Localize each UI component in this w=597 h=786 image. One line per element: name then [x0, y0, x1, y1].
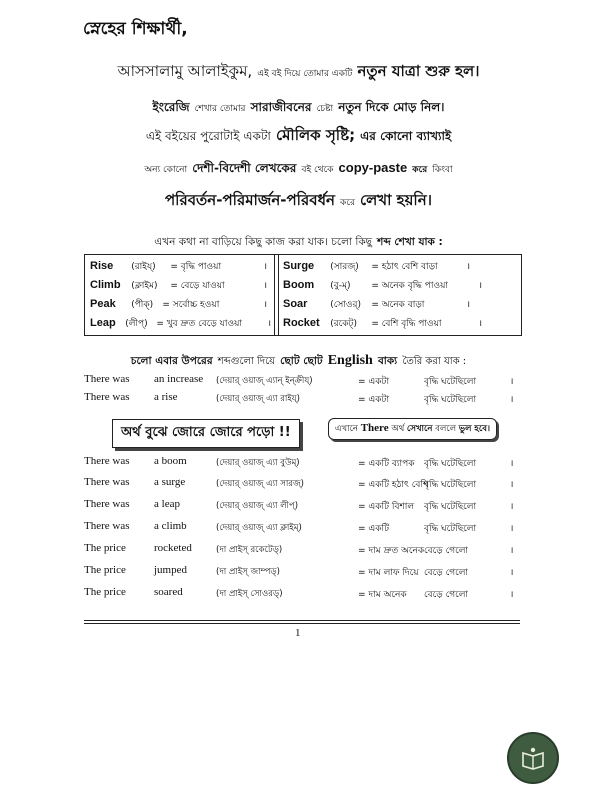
vocab-row — [283, 259, 470, 274]
intro-4c: বই থেকে — [301, 165, 334, 175]
intro-line-4 — [0, 157, 597, 180]
vocab-word: Leap — [90, 317, 116, 329]
sentence-cell: jumped — [154, 564, 187, 576]
note-b: There — [360, 422, 389, 434]
intro-4a: অন্য কোনো — [144, 165, 188, 175]
vocab-row — [90, 297, 267, 312]
sentence-cell: বৃদ্ধি ঘটেছিলো — [424, 377, 477, 387]
sentence-cell: । — [510, 568, 514, 578]
sentence-cell: The price — [84, 542, 126, 554]
vocab-word: Peak — [90, 298, 116, 310]
sentence-cell: । — [510, 502, 514, 512]
intro-line-3 — [0, 124, 597, 149]
sentence-cell: (দেয়ার্ ওয়াজ্ এ্যা ক্লাইম্) — [216, 523, 302, 533]
vocab-word: Rocket — [283, 317, 320, 329]
sentence-cell: The price — [84, 564, 126, 576]
sentence-cell: a climb — [154, 520, 187, 532]
table-divider — [278, 255, 279, 335]
vocab-pron: (লীপ্) — [125, 319, 148, 329]
intro-3a: এই বইয়ের পুরোটাই একটা — [145, 129, 271, 143]
footer-rule — [84, 623, 520, 624]
sentence-cell: । — [510, 590, 514, 600]
vocab-meaning: = সর্বোচ্চ হওয়া — [162, 300, 220, 310]
instr-e: বাক্য — [377, 355, 398, 367]
vocab-bar: । — [478, 319, 482, 329]
sentence-cell: (দেয়ার্ ওয়াজ্ এ্যা লীপ্) — [216, 501, 299, 511]
vocab-bar: । — [263, 300, 267, 310]
read-aloud-box: অর্থ বুঝে জোরে জোরে পড়ো !! — [112, 419, 300, 448]
vocab-pron: (সারজ্) — [330, 262, 359, 272]
sentence-cell: There was — [84, 476, 130, 488]
sentence-cell: = একটা — [358, 395, 390, 405]
intro-1a: আসসালামু আলাইকুম, — [117, 62, 253, 80]
intro-line-1 — [0, 60, 597, 85]
sentence-cell: । — [510, 459, 514, 469]
sentence-cell: । — [510, 546, 514, 556]
intro-5a: পরিবর্তন-পরিমার্জন-পরিবর্ধন — [164, 191, 335, 209]
book-logo-icon — [507, 732, 559, 784]
intro-2e: নতুন দিকে মোড় নিল। — [338, 100, 445, 114]
sentence-cell: । — [510, 395, 514, 405]
vocab-meaning: = খুব দ্রুত বেড়ে যাওয়া — [156, 319, 242, 329]
sentence-cell: a rise — [154, 391, 178, 403]
vocab-word: Boom — [283, 279, 315, 291]
intro-2a: ইংরেজি — [152, 100, 190, 114]
sentence-cell: (দা প্রাইস্ জাম্পড্) — [216, 567, 280, 577]
sentence-cell: (দা প্রাইস্ সোওরড্) — [216, 589, 283, 599]
vocab-pron: (রাইয্) — [131, 262, 156, 272]
sentence-cell: (দেয়ার্ ওয়াজ্ এ্যা বুউম্) — [216, 458, 300, 468]
sentence-cell: soared — [154, 586, 183, 598]
intro-4e: করে — [412, 165, 428, 175]
instr-c: ছোট ছোট — [280, 355, 323, 367]
vocab-row — [90, 316, 271, 331]
instruction-line — [0, 349, 597, 371]
table-divider — [274, 255, 275, 335]
sentence-cell: বৃদ্ধি ঘটেছিলো — [424, 524, 477, 534]
note-e: বললে — [435, 424, 457, 434]
sentence-cell: বৃদ্ধি ঘটেছিলো — [424, 502, 477, 512]
sentence-cell: (দেয়ার্ ওয়াজ্ এ্যান্ ইন্ক্রীয্) — [216, 376, 313, 386]
note-f: ভুল হবে। — [458, 424, 491, 434]
vocab-pron: (পীক্) — [131, 300, 154, 310]
vocab-meaning: = বৃদ্ধি পাওয়া — [170, 262, 222, 272]
sentence-cell: (দেয়ার্ ওয়াজ্ এ্যা রাইয্) — [216, 394, 300, 404]
sentence-cell: The price — [84, 586, 126, 598]
intro-2c: সারাজীবনের — [250, 100, 312, 114]
vocab-bar: । — [263, 262, 267, 272]
sentence-cell: There was — [84, 391, 130, 403]
sentence-cell: = দাম লাফ দিয়ে — [358, 568, 419, 578]
vocab-word: Surge — [283, 260, 315, 272]
instr-d: English — [327, 353, 373, 368]
footer-rule — [84, 620, 520, 621]
intro-4f: কিংবা — [432, 165, 453, 175]
vocab-row — [283, 297, 470, 312]
instr-a: চলো এবার উপরের — [130, 355, 213, 367]
instr-f: তৈরি করা যাক : — [402, 356, 467, 367]
intro-2d: চেষ্টা — [316, 104, 334, 114]
vocab-row — [90, 278, 267, 293]
vocab-bar: । — [267, 319, 271, 329]
vocab-pron: (রকেট্) — [330, 319, 357, 329]
vocab-row — [283, 278, 482, 293]
intro-line-2 — [0, 96, 597, 119]
sentence-cell: a boom — [154, 455, 187, 467]
sentence-cell: a surge — [154, 476, 186, 488]
vocab-row — [90, 259, 267, 274]
sentence-cell: বেড়ে গেলো — [424, 590, 469, 600]
vocab-word: Climb — [90, 279, 121, 291]
vocab-meaning: = অনেক বৃদ্ধি পাওয়া — [371, 281, 449, 291]
vocab-word: Rise — [90, 260, 114, 272]
sentence-cell: There was — [84, 498, 130, 510]
note-a: এখানে — [335, 424, 359, 434]
sentence-cell: = একটি বিশাল — [358, 502, 415, 512]
vocab-pron: (ক্লাইম) — [131, 281, 158, 291]
vocab-meaning: = অনেক বাড়া — [371, 300, 425, 310]
intro-2b: শেখার তোমার — [194, 104, 246, 114]
sentence-cell: There was — [84, 373, 130, 385]
sentence-cell: = দাম দ্রুত অনেক — [358, 546, 425, 556]
note-c: অর্থ — [391, 424, 405, 434]
note-box — [328, 418, 497, 440]
sentence-cell: = একটি ব্যাপক — [358, 459, 415, 469]
intro-5c: লেখা হয়নি। — [360, 191, 433, 209]
book-icon — [519, 744, 547, 772]
intro-line-6 — [0, 230, 597, 252]
vocab-meaning: = বেড়ে যাওয়া — [170, 281, 225, 291]
instr-b: শব্দগুলো দিয়ে — [217, 356, 276, 367]
greeting-title: স্নেহের শিক্ষার্থী, — [83, 19, 188, 39]
intro-4d: copy-paste — [338, 160, 408, 175]
sentence-cell: বৃদ্ধি ঘটেছিলো — [424, 459, 477, 469]
intro-1b: এই বই দিয়ে তোমার একটি — [257, 69, 353, 79]
page-number: 1 — [295, 627, 301, 639]
intro-3c: এর কোনো ব্যাখ্যাই — [360, 129, 452, 143]
sentence-cell: (দেয়ার্ ওয়াজ্ এ্যা সারজ্) — [216, 479, 304, 489]
vocab-pron: (সোওর্) — [330, 300, 361, 310]
intro-6a: এখন কথা না বাড়িয়ে কিছু কাজ করা যাক। চলো কিছু — [154, 236, 373, 248]
sentence-cell: (দা প্রাইস্ রকেটেড্) — [216, 545, 283, 555]
vocab-meaning: = বেশি বৃদ্ধি পাওয়া — [371, 319, 442, 329]
sentence-cell: বৃদ্ধি ঘটেছিলো — [424, 395, 477, 405]
sentence-cell: = দাম অনেক — [358, 590, 407, 600]
sentence-cell: বৃদ্ধি ঘটেছিলো — [424, 480, 477, 490]
sentence-cell: = একটা — [358, 377, 390, 387]
intro-line-5 — [0, 189, 597, 214]
vocabulary-table — [84, 254, 522, 336]
sentence-cell: a leap — [154, 498, 180, 510]
vocab-bar: । — [478, 281, 482, 291]
intro-6b: শব্দ শেখা যাক : — [377, 236, 443, 248]
vocab-pron: (বু-ম্) — [330, 281, 351, 291]
sentence-cell: There was — [84, 520, 130, 532]
sentence-cell: । — [510, 377, 514, 387]
sentence-cell: । — [510, 524, 514, 534]
sentence-cell: rocketed — [154, 542, 192, 554]
sentence-cell: বেড়ে গেলো — [424, 546, 469, 556]
sentence-cell: an increase — [154, 373, 204, 385]
intro-1c: নতুন যাত্রা শুরু হল। — [357, 62, 480, 80]
sentence-cell: । — [510, 480, 514, 490]
intro-4b: দেশী-বিদেশী লেখকের — [192, 161, 297, 175]
sentence-cell: There was — [84, 455, 130, 467]
vocab-bar: । — [466, 300, 470, 310]
sentence-cell: বেড়ে গেলো — [424, 568, 469, 578]
intro-3b: মৌলিক সৃষ্টি; — [275, 126, 356, 144]
note-d: সেখানে — [406, 424, 433, 434]
vocab-bar: । — [263, 281, 267, 291]
intro-5b: করে — [340, 198, 355, 208]
vocab-bar: । — [466, 262, 470, 272]
vocab-word: Soar — [283, 298, 308, 310]
vocab-meaning: = হঠাৎ বেশি বাড়া — [371, 262, 438, 272]
vocab-row — [283, 316, 482, 331]
sentence-cell: = একটি হঠাৎ বেশি — [358, 480, 429, 490]
sentence-cell: = একটি — [358, 524, 390, 534]
